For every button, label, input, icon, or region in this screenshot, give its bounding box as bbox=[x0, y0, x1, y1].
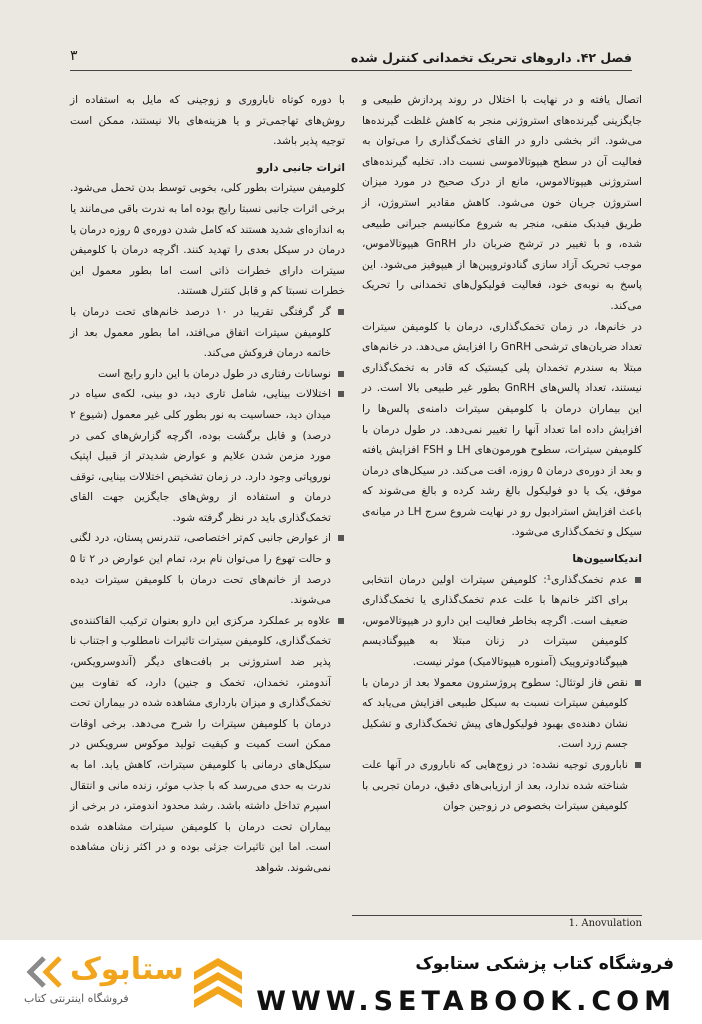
square-bullet-icon bbox=[338, 309, 344, 315]
square-bullet-icon bbox=[338, 391, 344, 397]
square-bullet-icon bbox=[338, 618, 344, 624]
bullet-text: عدم تخمک‌گذاری¹: کلومیفن سیترات اولین درمان انتخابی برای اکثر خانم‌ها با علت عدم تخمک‌گذاری یا تخمک‌گذاری ضعیف است. اگرچه بخاطر فعالیت این دارو در هیپوتالاموس، کلومیفن سیترات در زنان مبتلا به هیپوگنادیسم هیپوگنادوتروپیک (آمنوره هیپوتالامیک) موثر نیست. bbox=[362, 573, 628, 669]
paragraph: اتصال یافته و در نهایت با اختلال در روند پردازش طبیعی و جایگزینی گیرنده‌های استروژنی منجر به کاهش غلظت گیرنده‌ها می‌شود. اثر بخشی دارو در القای تخمک‌گذاری را می‌توان به فعالیت آن در سطح هیپوتالاموسی نسبت داد. تخلیه گیرنده‌های استروژنی هیپوتالاموس، مانع از درک صحیح در مورد میزان استروژن جریان خون می‌شود. کاهش مقادیر استروژن، از طریق فیدبک منفی، منجر به شروع مکانیسم جبرانی طبیعی شده، و با تغییر در ترشح ضربان دار GnRH هیپوتالاموس، موجب تحریک آزاد سازی گنادوتروپین‌ها از هیپوفیز می‌شود. این پاسخ به نوبه‌ی خود، فعالیت فولیکول‌های تخمدانی را تحریک می‌کند. bbox=[362, 94, 642, 312]
store-banner bbox=[0, 940, 702, 1024]
square-bullet-icon bbox=[635, 762, 641, 768]
double-chevron-icon bbox=[24, 954, 68, 990]
bullet-item bbox=[70, 384, 345, 528]
page-number: ۳ bbox=[70, 48, 78, 64]
bullet-text: از عوارض جانبی کم‌تر اختصاصی، تندرنس پستان، درد لگنی و حالت تهوع را می‌توان نام برد، تمام این عوارض در ۲ تا ۵ درصد از خانم‌های تحت درمان با کلومیفن سیترات دیده می‌شوند. bbox=[70, 532, 331, 607]
bullet-text: گر گرفتگی تقریبا در ۱۰ درصد خانم‌های تحت درمان با کلومیفن سیترات اتفاق می‌افتد، اما بطور معمول بعد از خاتمه درمان فروکش می‌کند. bbox=[70, 305, 331, 360]
logo-brand-text: ستابوک bbox=[70, 952, 184, 987]
setabook-emblem-icon bbox=[188, 952, 248, 1012]
store-url-link[interactable]: WWW.SETABOOK.COM bbox=[256, 986, 676, 1017]
bullet-text: اختلالات بینایی، شامل تاری دید، دو بینی، لکه‌ی سیاه در میدان دید، حساسیت به نور بطور کلی غیر معمول (شیوع ۲ درصد) و قابل برگشت بوده، اگرچه گزارش‌های کمی در مورد مزمن شدن علایم و عوارض شدیدتر از قبیل اپتیک نوروپاتی وجود دارد. در زمان تشخیص اختلالات بینایی، توقف درمان و استفاده از روش‌های جایگزین جهت القای تخمک‌گذاری باید در نظر گرفته شود. bbox=[70, 388, 331, 524]
footnote-divider bbox=[352, 915, 642, 916]
store-name: فروشگاه کتاب پزشکی ستابوک bbox=[415, 954, 674, 974]
bullet-text: ناباروری توجیه نشده: در زوج‌هایی که ناباروری در آنها علت شناخته شده ندارد، بعد از ارزیابی‌های دقیق، درمان تجربی با کلومیفن سیترات بخصوص در زوجین جوان bbox=[362, 759, 628, 813]
setabook-logo bbox=[20, 952, 184, 1012]
section-heading: اثرات جانبی دارو bbox=[256, 161, 345, 174]
logo-subtitle: فروشگاه اینترنتی کتاب bbox=[24, 992, 129, 1005]
left-column bbox=[70, 90, 345, 879]
bullet-item bbox=[362, 570, 642, 673]
right-column bbox=[362, 90, 642, 817]
bullet-item bbox=[70, 302, 345, 364]
square-bullet-icon bbox=[338, 535, 344, 541]
footnote: 1. Anovulation bbox=[568, 918, 642, 929]
bullet-item bbox=[70, 528, 345, 610]
bullet-item bbox=[70, 364, 345, 385]
page-header bbox=[70, 44, 632, 71]
bullet-text: نوسانات رفتاری در طول درمان با این دارو رایج است bbox=[97, 367, 331, 380]
bullet-text: علاوه بر عملکرد مرکزی این دارو بعنوان ترکیب القاکننده‌ی تخمک‌گذاری، کلومیفن سیترات تاثیرات نامطلوب و اجتناب نا پذیر ضد استروژنی بر بافت‌های دیگر (آندوسرویکس، آندومتر، تخمدان، تخمک و جنین) دارد، که تفاوت بین تخمک‌گذاری و میزان بارداری مشاهده شده در بیماران تحت درمان با کلومیفن سیترات را شرح می‌دهد. برخی اوقات ممکن است کمیت و کیفیت تولید موکوس سرویکس در سیکل‌های درمانی با کلومیفن سیترات، کاهش یابد. اما به ندرت به حدی می‌رسد که با جذب موثر، زنده مانی و انتقال اسپرم تداخل داشته باشد. رشد محدود اندومتر، در برخی از بیماران تحت درمان با کلومیفن سیترات مشاهده شده است. اما این تاثیرات جزئی بوده و در اکثر زنان مشاهده نمی‌شوند. شواهد bbox=[70, 614, 331, 874]
section-heading: اندیکاسیون‌ها bbox=[572, 553, 642, 566]
paragraph: با دوره کوتاه ناباروری و زوجینی که مایل به استفاده از روش‌های تهاجمی‌تر و یا هزینه‌های بالا نیستند، ممکن است توجیه پذیر باشد. bbox=[70, 94, 345, 148]
bullet-item bbox=[362, 755, 642, 817]
paragraph: کلومیفن سیترات بطور کلی، بخوبی توسط بدن تحمل می‌شود. برخی اثرات جانبی نسبتا رایج بوده اما به ندرت باقی می‌مانند یا به اندازه‌ای شدید هستند که کامل شدن دوره‌ی ۵ روزه درمان یا درمان در سیکل بعدی را تهدید کنند. اگرچه درمان با کلومیفن سیترات دارای خطرات ذاتی است اما بطور معمول این خطرات نسبتا کم و قابل کنترل هستند. bbox=[70, 182, 345, 298]
chapter-title: فصل ۴۲. داروهای تحریک تخمدانی کنترل شده bbox=[350, 50, 632, 65]
square-bullet-icon bbox=[635, 577, 641, 583]
bullet-text: نقص فاز لوتئال: سطوح پروژسترون معمولا بعد از درمان با کلومیفن سیترات نسبت به سیکل طبیعی افزایش می‌یابد که نشان دهنده‌ی بهبود فولیکول‌های پیش تخمک‌گذاری و تشکیل جسم زرد است. bbox=[362, 676, 628, 751]
paragraph: در خانم‌ها، در زمان تخمک‌گذاری، درمان با کلومیفن سیترات تعداد ضربان‌های ترشحی GnRH را افزایش می‌دهد. در خانم‌های مبتلا به سندرم تخمدان پلی کیستیک که قادر به تخمک‌گذاری نیستند، تعداد پالس‌های GnRH بطور غیر طبیعی بالا است. در این بیماران درمان با کلومیفن سیترات دامنه‌ی پالس‌ها را افزایش داده اما تعداد آنها را تغییر نمی‌دهد. در طول درمان با کلومیفن سیترات، سطوح هورمون‌های LH و FSH افزایش یافته و بعد از دوره‌ی درمان ۵ روزه، افت می‌کند. در سیکل‌های درمان موفق، یک یا دو فولیکول بالغ رشد کرده و بالغ می‌شوند که باعث افزایش استرادیول رو در نهایت شروع سرج LH در میانه‌ی سیکل و تخمک‌گذاری می‌شود. bbox=[362, 320, 642, 539]
bullet-item bbox=[362, 673, 642, 755]
square-bullet-icon bbox=[338, 371, 344, 377]
bullet-item bbox=[70, 611, 345, 879]
square-bullet-icon bbox=[635, 680, 641, 686]
